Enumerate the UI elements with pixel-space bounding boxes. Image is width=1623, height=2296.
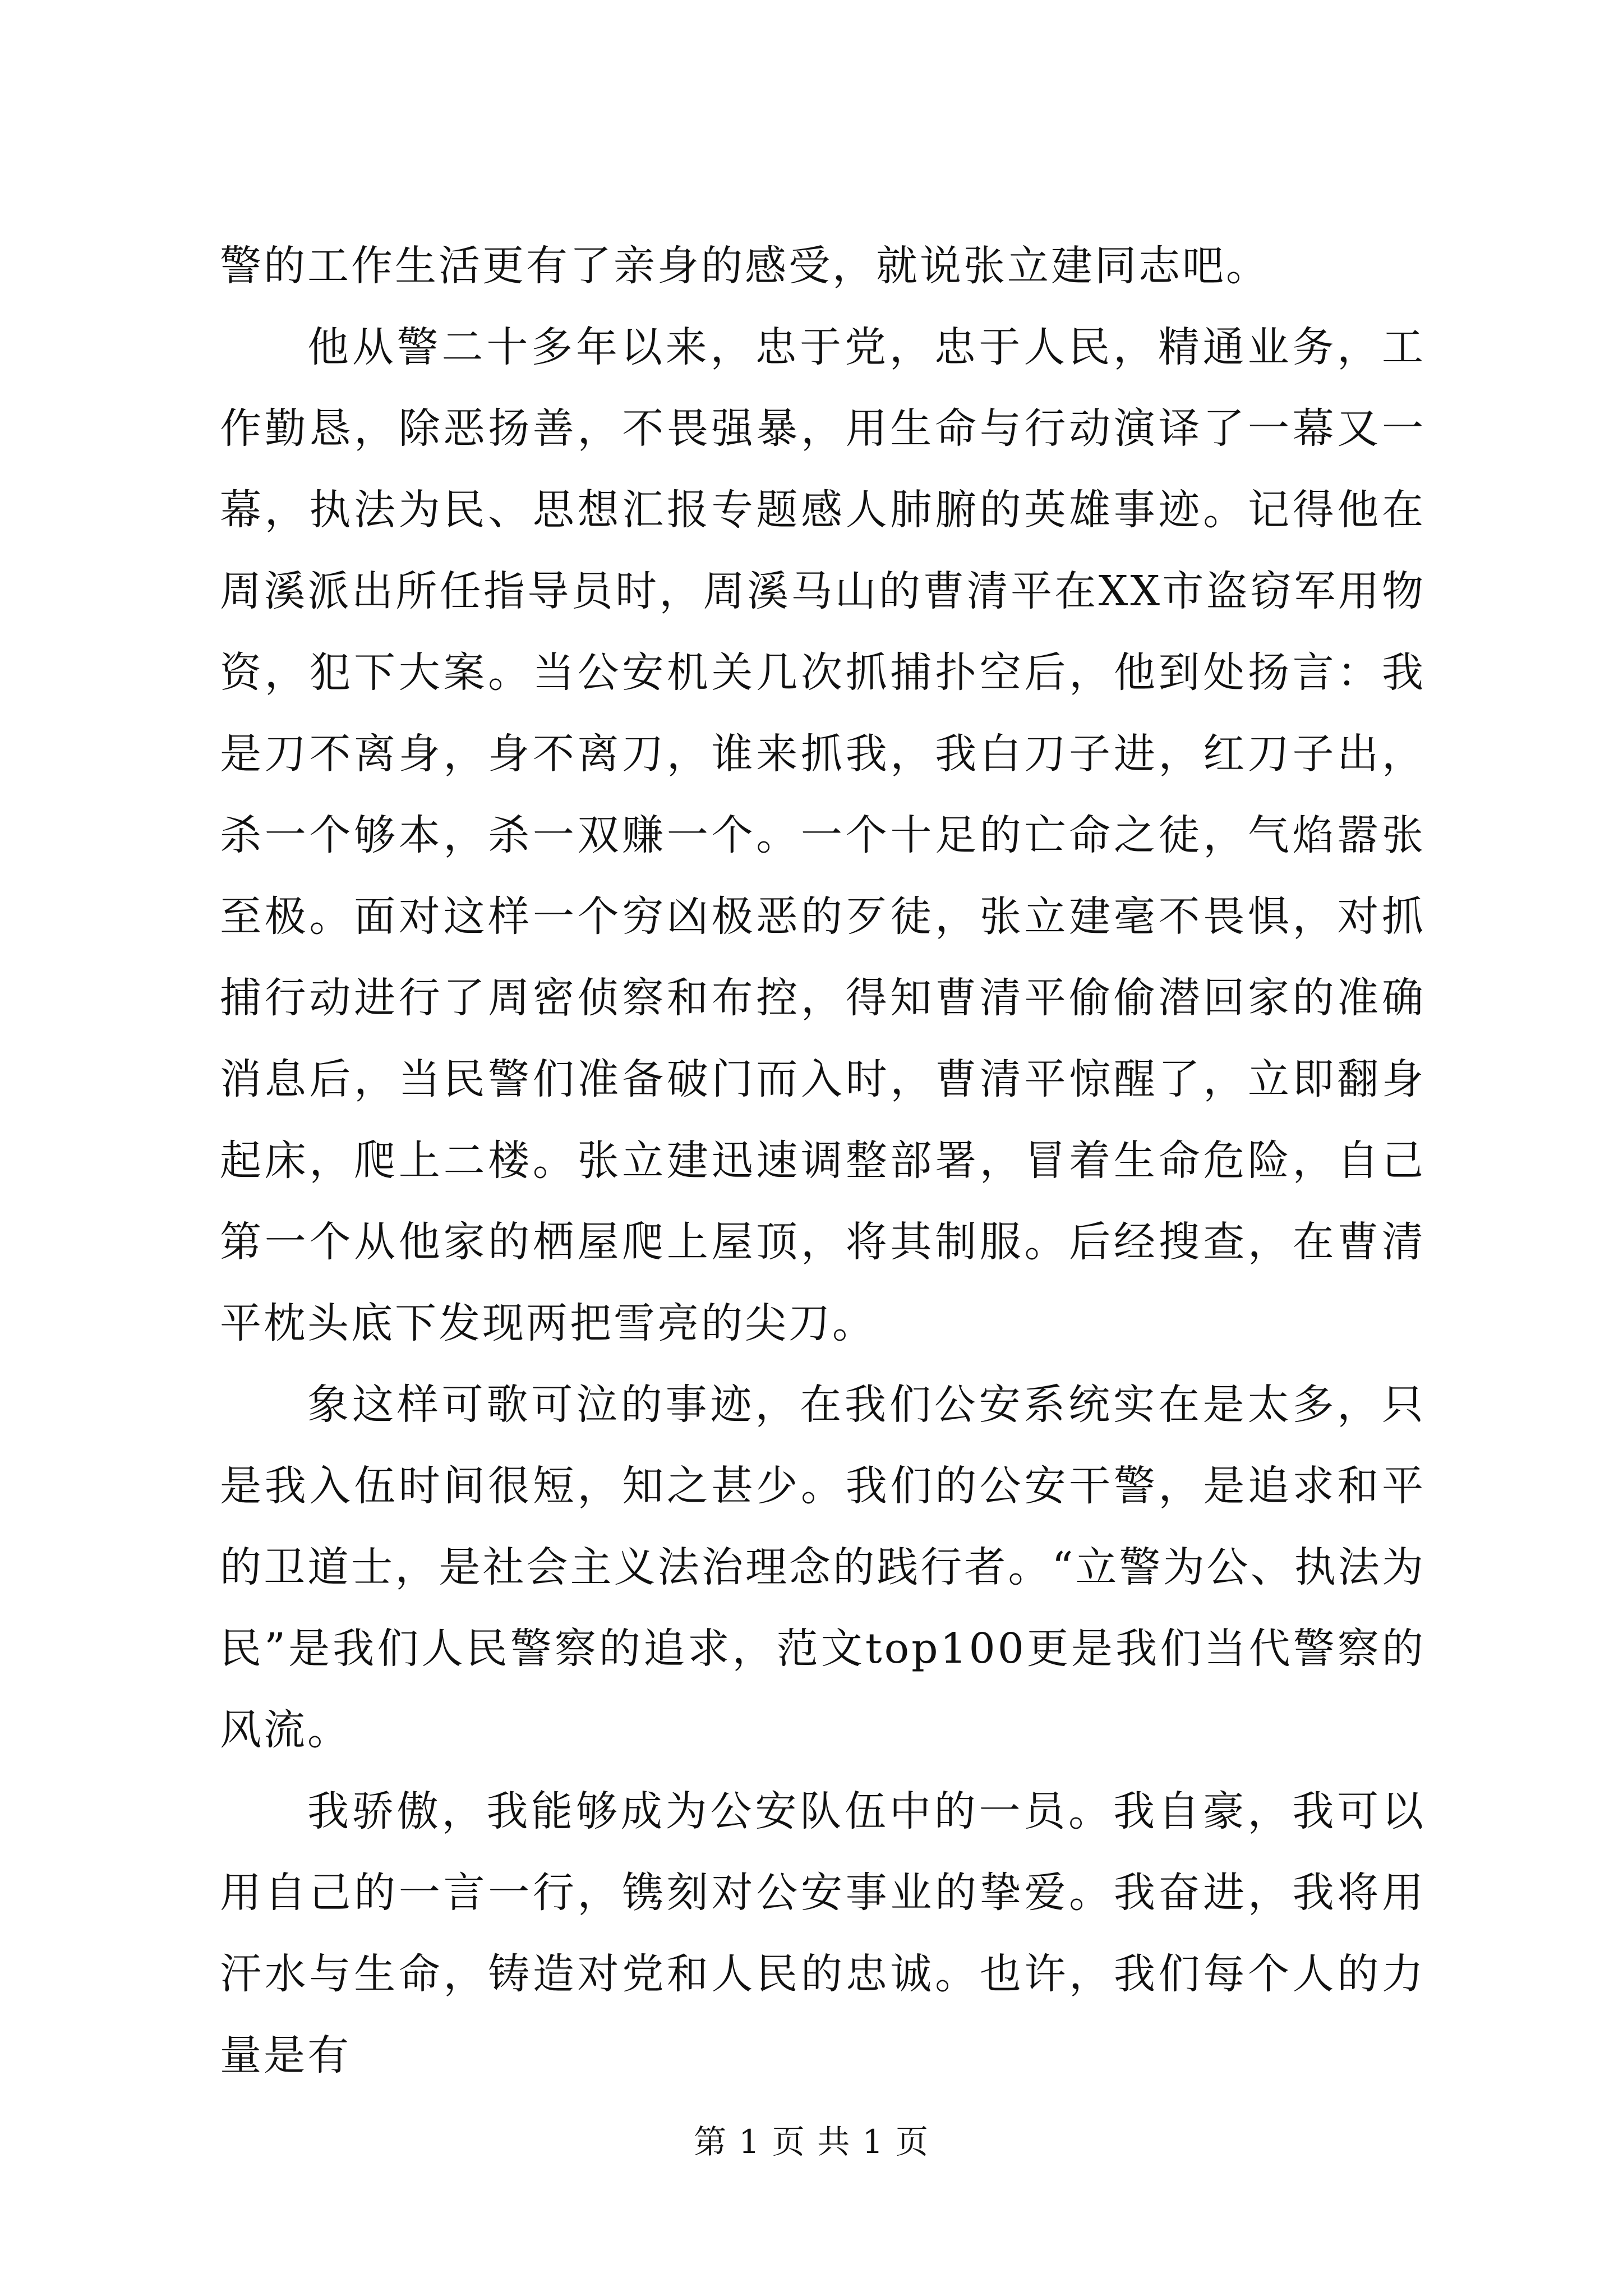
paragraph: 他从警二十多年以来，忠于党，忠于人民，精通业务，工作勤恳，除恶扬善，不畏强暴，用生命与行动演译了一幕又一幕，执法为民、思想汇报专题感人肺腑的英雄事迹。记得他在周溪派出所任指导员时，周溪马山的曹清平在XX市盗窃军用物资，犯下大案。当公安机关几次抓捕扑空后，他到处扬言：我是刀不离身，身不离刀，谁来抓我，我白刀子进，红刀子出，杀一个够本，杀一双赚一个。一个十足的亡命之徒，气焰嚣张至极。面对这样一个穷凶极恶的歹徒，张立建毫不畏惧，对抓捕行动进行了周密侦察和布控，得知曹清平偷偷潜回家的准确消息后，当民警们准备破门而入时，曹清平惊醒了，立即翻身起床，爬上二楼。张立建迅速调整部署，冒着生命危险，自己第一个从他家的栖屋爬上屋顶，将其制服。后经搜查，在曹清平枕头底下发现两把雪亮的尖刀。 — [220, 323, 1426, 1347]
paragraph: 警的工作生活更有了亲身的感受，就说张立建同志吧。 — [220, 242, 1270, 290]
document-body — [220, 226, 1426, 2096]
paragraph: 我骄傲，我能够成为公安队伍中的一员。我自豪，我可以用自己的一言一行，镌刻对公安事业的挚爱。我奋进，我将用汗水与生命，铸造对党和人民的忠诚。也许，我们每个人的力量是有 — [220, 1787, 1426, 2079]
paragraph: 象这样可歌可泣的事迹，在我们公安系统实在是太多，只是我入伍时间很短，知之甚少。我们的公安干警，是追求和平的卫道士，是社会主义法治理念的践行者。“立警为公、执法为民”是我们人民警察的追求，范文top100更是我们当代警察的风流。 — [220, 1381, 1426, 1754]
page-footer: 第 1 页 共 1 页 — [694, 2123, 929, 2161]
